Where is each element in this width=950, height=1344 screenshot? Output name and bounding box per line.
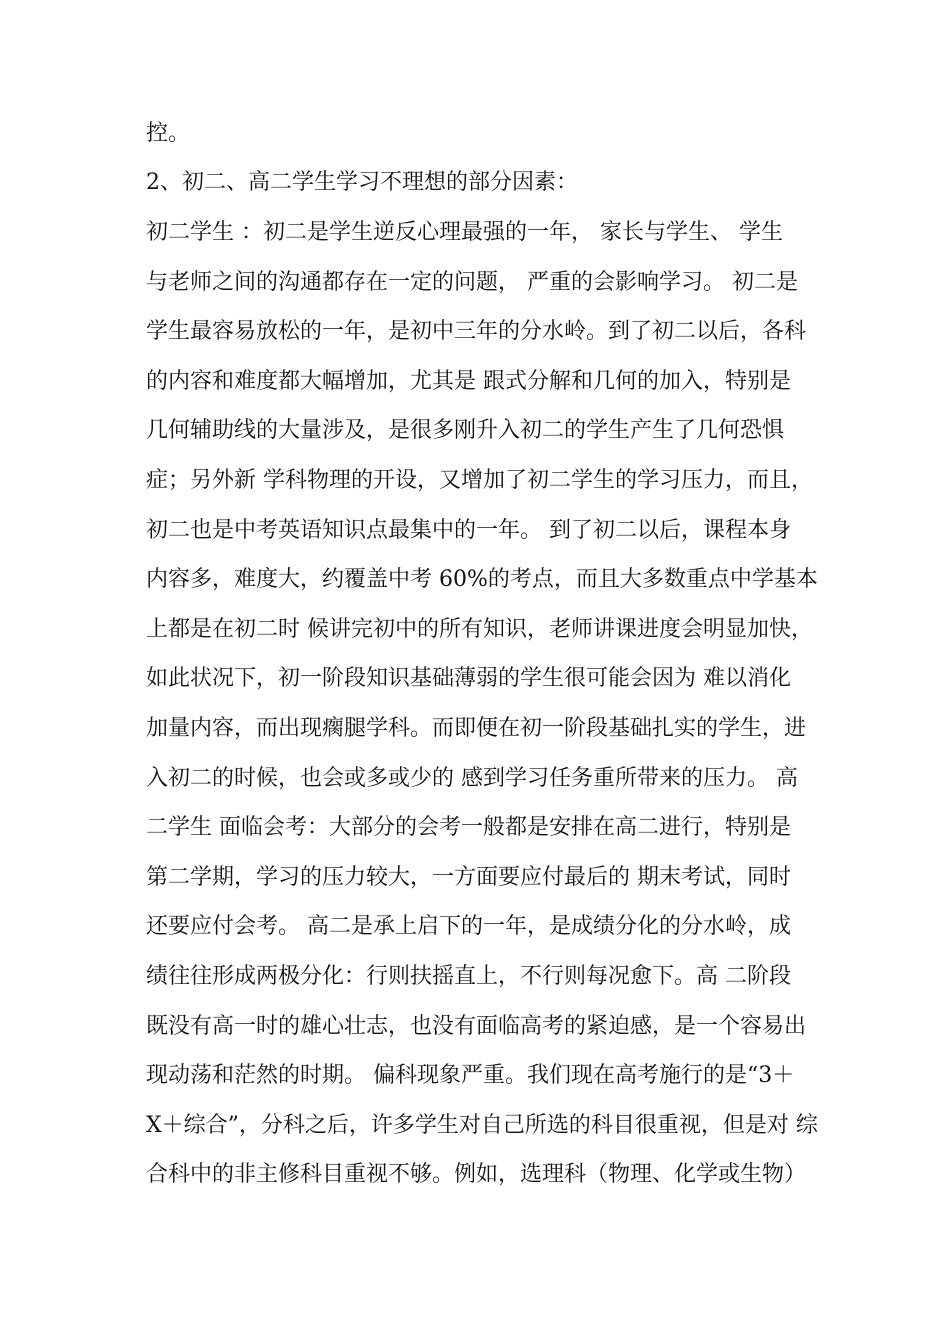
text-line: 加量内容，而出现瘸腿学科。而即便在初一阶段基础扎实的学生，进 <box>146 716 807 741</box>
text-line: 如此状况下，初一阶段知识基础薄弱的学生很可能会因为 难以消化 <box>146 666 791 691</box>
text-line: 第二学期，学习的压力较大，一方面要应付最后的 期末考试，同时 <box>146 865 791 890</box>
text-line: X＋综合”，分科之后，许多学生对自己所选的科目很重视，但是对 综 <box>146 1113 818 1138</box>
text-line: 还要应付会考。 高二是承上启下的一年，是成绩分化的分水岭，成 <box>146 914 791 939</box>
text-line: 绩往往形成两极分化：行则扶摇直上，不行则每况愈下。高 二阶段 <box>146 964 791 989</box>
text-line: 内容多，难度大，约覆盖中考 60%的考点，而且大多数重点中学基本 <box>146 567 818 592</box>
section-heading: 2、初二、高二学生学习不理想的部分因素： <box>146 170 578 195</box>
text-line: 二学生 面临会考：大部分的会考一般都是安排在高二进行，特别是 <box>146 815 791 840</box>
text-line: 上都是在初二时 候讲完初中的所有知识，老师讲课进度会明显加快， <box>146 617 813 642</box>
text-line: 既没有高一时的雄心壮志，也没有面临高考的紧迫感，是一个容易出 <box>146 1014 807 1039</box>
text-line: 初二也是中考英语知识点最集中的一年。 到了初二以后，课程本身 <box>146 518 791 543</box>
text-line: 入初二的时候，也会或多或少的 感到学习任务重所带来的压力。 高 <box>146 766 798 791</box>
text-line: 的内容和难度都大幅增加，尤其是 跟式分解和几何的加入，特别是 <box>146 369 791 394</box>
text-line: 几何辅助线的大量涉及，是很多刚升入初二的学生产生了几何恐惧 <box>146 418 785 443</box>
text-line: 初二学生 ：初二是学生逆反心理最强的一年， 家长与学生、 学生 <box>146 220 783 245</box>
text-line: 学生最容易放松的一年，是初中三年的分水岭。到了初二以后，各科 <box>146 319 807 344</box>
text-line: 与老师之间的沟通都存在一定的问题， 严重的会影响学习。 初二是 <box>146 270 798 295</box>
text-line: 合科中的非主修科目重视不够。例如，选理科（物理、化学或生物） <box>146 1162 807 1187</box>
text-line: 控。 <box>146 121 191 146</box>
text-line: 症；另外新 学科物理的开设，又增加了初二学生的学习压力，而且， <box>146 468 813 493</box>
text-line: 现动荡和茫然的时期。 偏科现象严重。我们现在高考施行的是“3＋ <box>146 1063 795 1088</box>
